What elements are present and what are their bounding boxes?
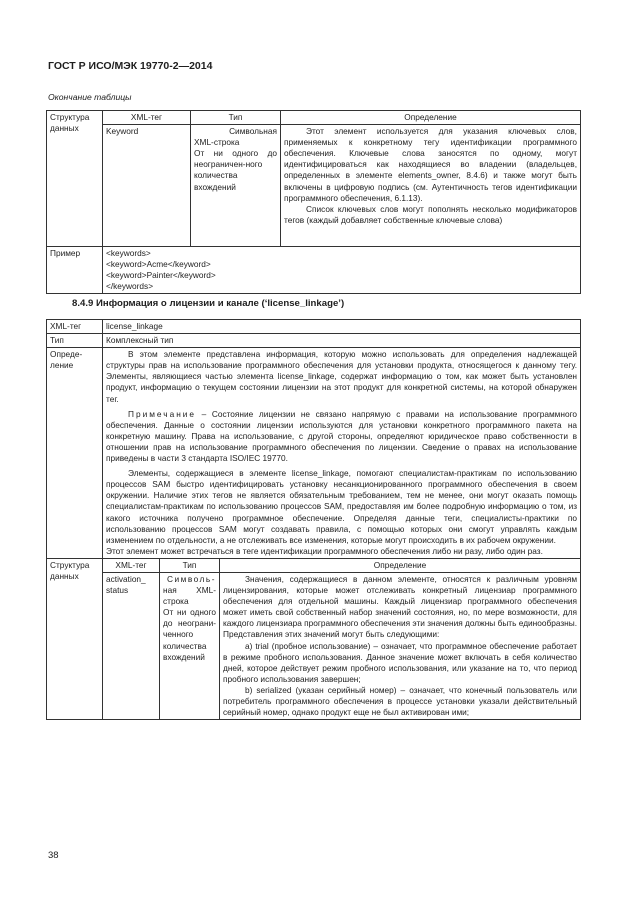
definition-cell <box>103 348 581 559</box>
col-header-type-2: Тип <box>160 558 220 572</box>
example-line: <keyword>Painter</keyword> <box>106 270 216 281</box>
activation-def-trial: a) trial (пробное использование) – означает, что программное обеспечение работает в режиме пробного использования. Данное значение может включать в себя количество дней, которое действует режим пробного использования, или указание на то, что период пробного использования завершен; <box>223 640 578 684</box>
keyword-def-para1: Этот элемент используется для указания ключевых слов, применяемых к конкретному тегу идентификации программного обеспечения. Ключевые слова заносятся по одному, могут идентифицироваться как находящиеся во владении (владельцев, определенных в элементе elements_owner, 8.4.6) и также могут быть включены в цифровую подпись (см. Аутентичность тегов идентификации программного обеспечения, 6.1.13). <box>284 126 577 203</box>
xml-tag-value: license_linkage <box>103 320 581 334</box>
keyword-table <box>46 110 581 294</box>
keyword-type-rest: XML-строка От ни одного до неограничен-ного количества вхождений <box>194 137 277 192</box>
activation-status-definition <box>220 572 581 719</box>
activation-type-rest: ная XML-строка От ни одного до неограни-ченного количества вхождений <box>163 585 216 662</box>
keyword-tag-cell: Keyword <box>103 125 191 247</box>
activation-def-para1: Значения, содержащиеся в данном элементе, относятся к различным уровням лицензирования, которые может отслеживать конкретный лицензиар программного обеспечения для отдельной машины. Каждый лицензиар программного обеспечения может иметь свой собственный набор значений состояния, но, по мере возможности, для каждого лицензиара программного обеспечения эти значения должны быть единообразны. Представления этих значений могут быть следующими: <box>223 573 578 640</box>
keyword-type-line1: Символьная <box>229 126 277 137</box>
keyword-definition-cell <box>281 125 581 247</box>
page-number: 38 <box>48 850 59 861</box>
table-continuation-caption: Окончание таблицы <box>48 92 132 102</box>
keyword-def-para2: Список ключевых слов могут пополнять несколько модификаторов тегов (каждый добавляет собственные ключевые слова) <box>284 203 577 225</box>
note-text: – Состояние лицензии не связано напрямую с правами на использование программного обеспечения. Данные о состоянии лицензии используются для установки конкретного программного пакета на конкретную машину. Права на использование, с другой стороны, определяют юридическое право собственности в отношении прав на использование программного обеспечения по лицензии. Сведение о правах на использование приведены в части 3 стандарта ISO/IEC 19770. <box>106 408 578 464</box>
col-header-definition: Определение <box>281 111 581 125</box>
example-label: Пример <box>47 247 103 294</box>
activation-status-type <box>160 572 220 719</box>
definition-para2: Элементы, содержащиеся в элементе license_linkage, помогают специалистам-практикам по использованию процессов SAM быстро идентифицировать установку несанкционированного программного обеспечения в своем окружении. Наличие этих тегов не является обязательным требованием, тем не менее, они могут оказать помощь специалистам-практикам по использованию процессов SAM, предоставляя им более подробную информацию о том, из какого источника получено программное обеспечение. Определяя данные теги, специалисты-практики по использованию процессов SAM могут создавать правила, с помощью которых они смогут управлять каждым изменением по отдельности, а не отслеживать все изменения, которые могут происходить в их рабочем окружении. <box>106 468 578 545</box>
definition-para3: Этот элемент может встречаться в теге идентификации программного обеспечения либо ни разу, либо один раз. <box>106 545 543 556</box>
col-header-xml-2: XML-тег <box>103 558 160 572</box>
col-header-xml: XML-тег <box>103 111 191 125</box>
example-line: <keywords> <box>106 248 151 259</box>
col-header-definition-2: Определение <box>220 558 581 572</box>
activation-def-serialized: b) serialized (указан серийный номер) – означает, что конечный пользователь или потребитель программного обеспечения в процессе установки указали действительный серийный номер, однако продукт еще не был активирован ими; <box>223 684 578 718</box>
note-label: Примечание <box>128 408 197 419</box>
license-linkage-table <box>46 319 581 720</box>
keyword-type-cell <box>191 125 281 247</box>
xml-tag-label: XML-тег <box>47 320 103 334</box>
type-label: Тип <box>47 334 103 348</box>
definition-label: Опреде-ление <box>47 348 103 559</box>
col-header-type: Тип <box>191 111 281 125</box>
activation-type-line1: Символь- <box>166 573 216 584</box>
activation-status-tag: activation_ status <box>103 572 160 719</box>
example-line: <keyword>Acme</keyword> <box>106 259 211 270</box>
document-header: ГОСТ Р ИСО/МЭК 19770-2—2014 <box>48 60 213 72</box>
struct-label: Структура данных <box>47 111 103 247</box>
section-heading: 8.4.9 Информация о лицензии и канале (‘license_linkage’) <box>72 298 345 309</box>
note-para <box>106 409 577 464</box>
type-value: Комплексный тип <box>103 334 581 348</box>
example-cell <box>103 247 581 294</box>
definition-para1: В этом элементе представлена информация, которую можно использовать для определения надлежащей структуры прав на использование программного обеспечения для установки продукта, относящегося к данному тегу. Элементы, являющиеся частью элемента license_linkage, содержат информацию о том, как может быть установлен продукт, информацию о текущем состоянии лицензии на этот продукт для конкретной системы, на которой обнаружен тег. <box>106 349 578 404</box>
struct-label-2: Структура данных <box>47 558 103 719</box>
example-line: </keywords> <box>106 281 154 292</box>
